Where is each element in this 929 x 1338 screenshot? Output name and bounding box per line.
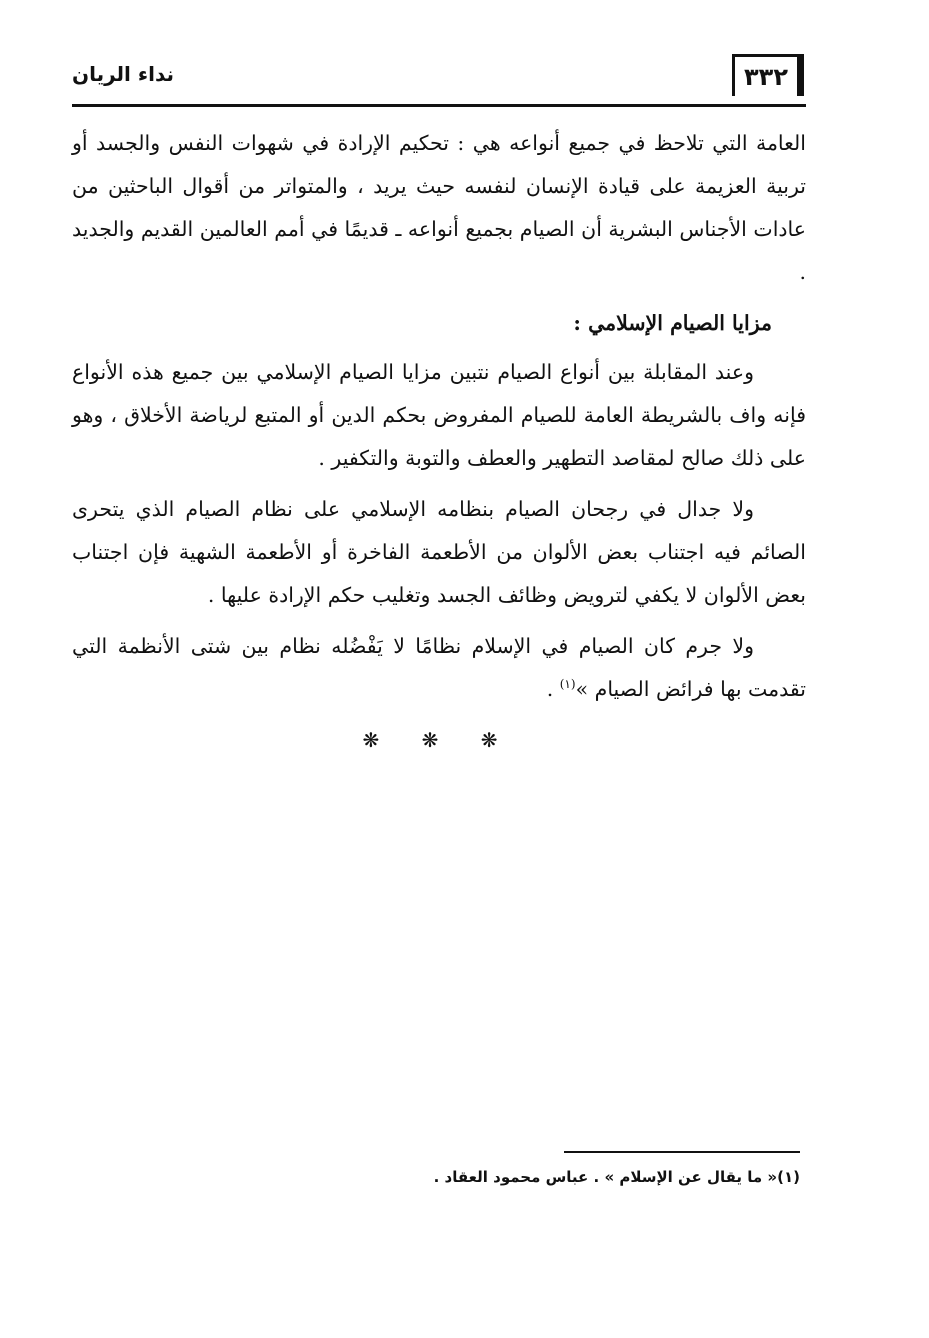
- header-rule: [72, 104, 806, 107]
- paragraph-4-text: ولا جرم كان الصيام في الإسلام نظامًا لا يَفْضُله نظام بين شتى الأنظمة التي تقدمت بها فرائض الصيام »: [72, 634, 806, 701]
- paragraph-4: [72, 625, 806, 711]
- footnote: (١)« ما يقال عن الإسلام » . عباس محمود العقاد .: [433, 1168, 800, 1186]
- paragraph-2: وعند المقابلة بين أنواع الصيام نتبين مزايا الصيام الإسلامي بين جميع هذه الأنواع فإنه واف بالشريطة العامة للصيام المفروض بحكم الدين أو المتبع لرياضة الأخلاق ، وهو على ذلك صالح لمقاصد التطهير والعطف والتوبة والتكفير .: [72, 360, 806, 470]
- paragraph-3: ولا جدال في رجحان الصيام بنظامه الإسلامي على نظام الصيام الذي يتحرى الصائم فيه اجتناب بعض الألوان من الأطعمة الفاخرة أو الأطعمة الشهية فإن اجتناب بعض الألوان لا يكفي لترويض وظائف الجسد وتغليب حكم الإرادة عليها .: [72, 497, 806, 607]
- running-title: نداء الريان: [72, 62, 175, 86]
- body-text: [72, 122, 806, 719]
- section-separator: ❋ ❋ ❋: [362, 728, 516, 752]
- footnote-reference: (١): [559, 677, 576, 692]
- section-heading: مزايا الصيام الإسلامي :: [573, 311, 772, 335]
- footnote-rule: [564, 1151, 800, 1153]
- book-page: [72, 40, 806, 1300]
- page-header: [72, 52, 806, 100]
- paragraph-4-end: .: [546, 677, 560, 701]
- page-number: ٣٣٢: [732, 54, 800, 96]
- paragraph-1: العامة التي تلاحظ في جميع أنواعه هي : تحكيم الإرادة في شهوات النفس والجسد أو تربية العزيمة على قيادة الإنسان لنفسه حيث يريد ، والمتواتر من أقوال الباحثين من عادات الأجناس البشرية أن الصيام بجميع أنواعه ـ قديمًا في أمم العالمين القديم والجديد .: [72, 131, 806, 284]
